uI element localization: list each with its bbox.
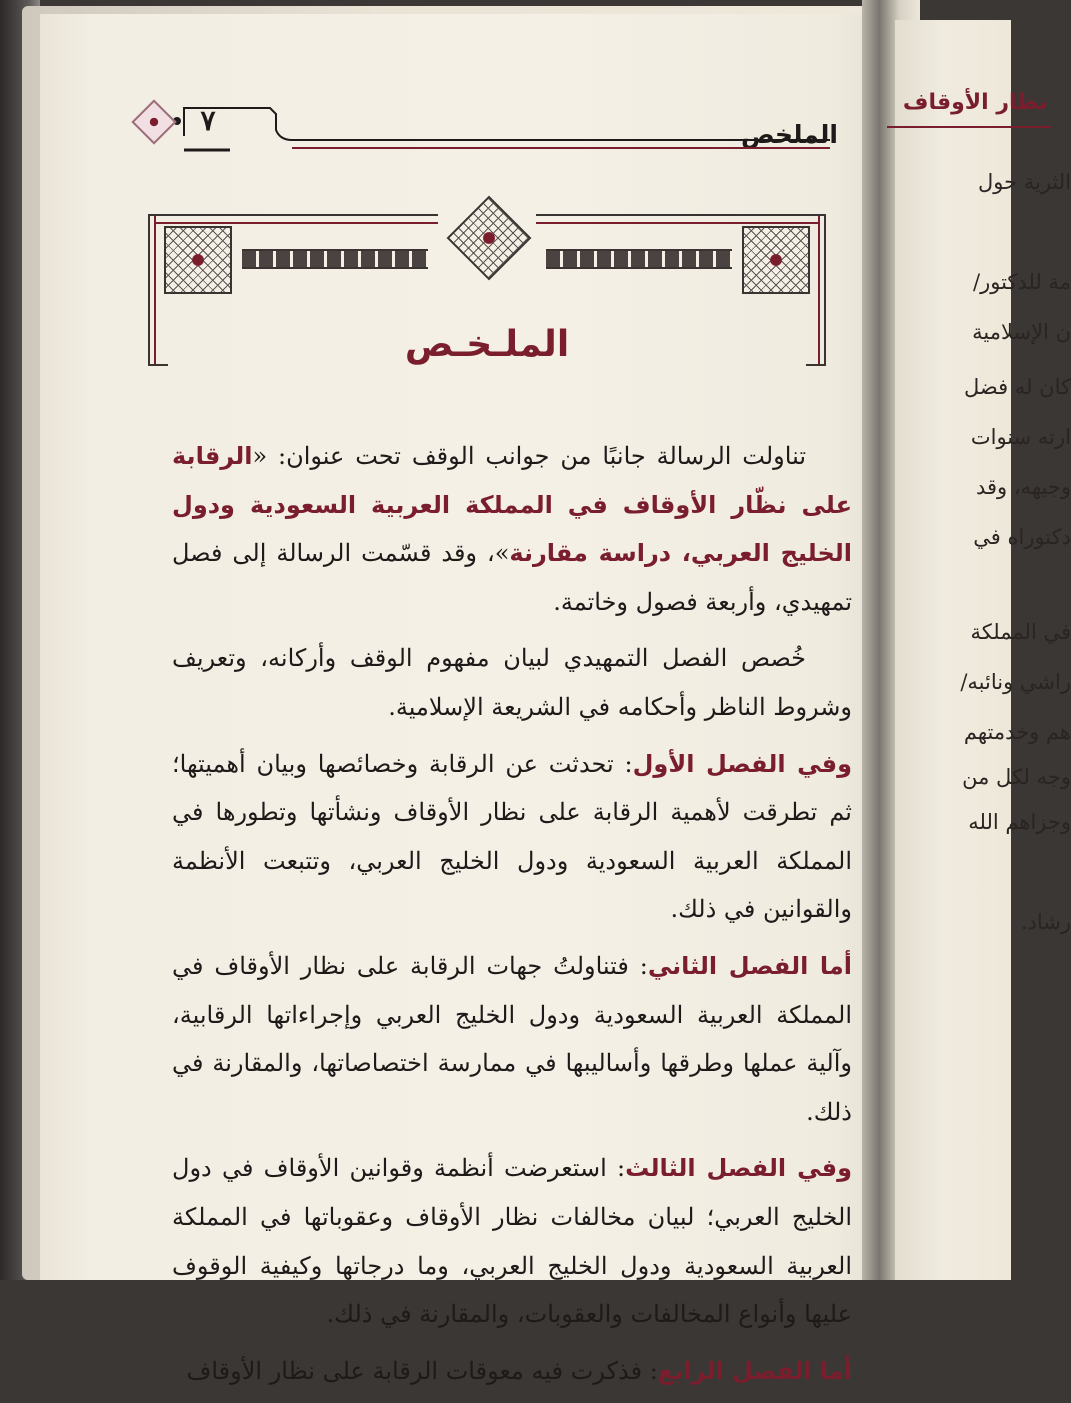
adjacent-page-line: وجيهه، وقد <box>975 475 1071 499</box>
paragraph <box>172 1347 852 1396</box>
frame-top-rule-right-inner <box>536 222 818 224</box>
paragraph <box>172 740 852 934</box>
frame-top-rule-left <box>148 214 438 216</box>
paragraph <box>172 942 852 1136</box>
page-number: ٧ <box>200 104 216 137</box>
adjacent-page-line: وجزاهم الله <box>968 810 1071 834</box>
square-ornament-right-icon <box>742 226 810 294</box>
adjacent-page <box>895 20 1071 1280</box>
paragraph <box>172 432 852 626</box>
frame-top-rule-right <box>536 214 826 216</box>
section-title: الملـخـص <box>404 324 570 365</box>
book-page <box>40 14 900 1385</box>
adjacent-page-line: هم وخدمتهم <box>963 720 1071 744</box>
thesis-title: الرقابة على نظّار الأوقاف في المملكة العربية السعودية ودول الخليج العربي، دراسة مقارنة <box>172 442 852 568</box>
running-header <box>40 94 900 174</box>
paragraph-text: : تحدثت عن الرقابة وخصائصها وبيان أهميتها؛ ثم تطرقت لأهمية الرقابة على نظار الأوقاف ونشأتها وتطورها في المملكة العربية السعودية ودول الخليج العربي، وتتبعت الأنظمة والقوانين في ذلك. <box>172 749 852 924</box>
adjacent-page-line: ارته سنوات <box>970 425 1071 449</box>
ornament-band-left <box>242 249 428 269</box>
frame-top-rule-left-inner <box>156 222 438 224</box>
adjacent-page-line: في المملكة <box>970 620 1071 644</box>
paragraph-text: تناولت الرسالة جانبًا من جوانب الوقف تحت عنوان: « <box>252 442 806 470</box>
chapter-heading: أما الفصل الثاني <box>647 951 852 980</box>
running-header-title: الملخص <box>740 120 838 149</box>
paragraph-text: : استعرضت أنظمة وقوانين الأوقاف في دول الخليج العربي؛ لبيان مخالفات نظار الأوقاف وعقوباتها في المملكة العربية السعودية ودول الخليج العربي، وما درجاتها وكيفية الوقوف عليها وأنواع المخالفات والعقوبات، والمقارنة في ذلك. <box>172 1154 852 1329</box>
chapter-heading: وفي الفصل الثالث <box>625 1154 853 1183</box>
paragraph-text: : فتناولتُ جهات الرقابة على نظار الأوقاف في المملكة العربية السعودية ودول الخليج العربي وإجراءاتها الرقابية، وآلية عملها وطرقها وأساليبها في ممارسة اختصاصاتها، والمقارنة في ذلك. <box>172 951 852 1126</box>
adjacent-page-line: رشاد. <box>1020 910 1071 934</box>
adjacent-page-line: راشي ونائبه/ <box>960 670 1071 694</box>
center-medallion-icon <box>447 196 532 281</box>
adjacent-page-line: ن الإسلامية <box>972 320 1071 344</box>
header-rule <box>180 100 840 160</box>
chapter-heading: أما الفصل الرابع <box>657 1356 852 1385</box>
adjacent-page-header: نظار الأوقاف <box>887 90 1051 128</box>
paragraph-text: خُصص الفصل التمهيدي لبيان مفهوم الوقف وأركانه، وتعريف وشروط الناظر وأحكامه في الشريعة الإسلامية. <box>172 644 852 721</box>
paragraph-text: : فذكرت فيه معوقات الرقابة على نظار الأوقاف <box>186 1356 658 1385</box>
paragraph <box>172 1144 852 1338</box>
ornament-band-right <box>546 249 732 269</box>
title-ornament-frame <box>148 194 826 394</box>
adjacent-page-line: الثرية حول <box>977 170 1071 194</box>
diamond-ornament-icon <box>131 99 176 144</box>
adjacent-page-line: كان له فضل <box>964 375 1071 399</box>
summary-body <box>172 432 852 1403</box>
square-ornament-left-icon <box>164 226 232 294</box>
adjacent-page-line: مة للدكتور/ <box>973 270 1071 294</box>
paragraph <box>172 634 852 731</box>
paragraph-text: »، وقد قسّمت الرسالة إلى فصل تمهيدي، وأربعة فصول وخاتمة. <box>172 539 852 616</box>
chapter-heading: وفي الفصل الأول <box>632 749 852 778</box>
adjacent-page-line: وجه لكل من <box>962 765 1071 789</box>
adjacent-page-line: دكتوراه في <box>973 525 1071 549</box>
